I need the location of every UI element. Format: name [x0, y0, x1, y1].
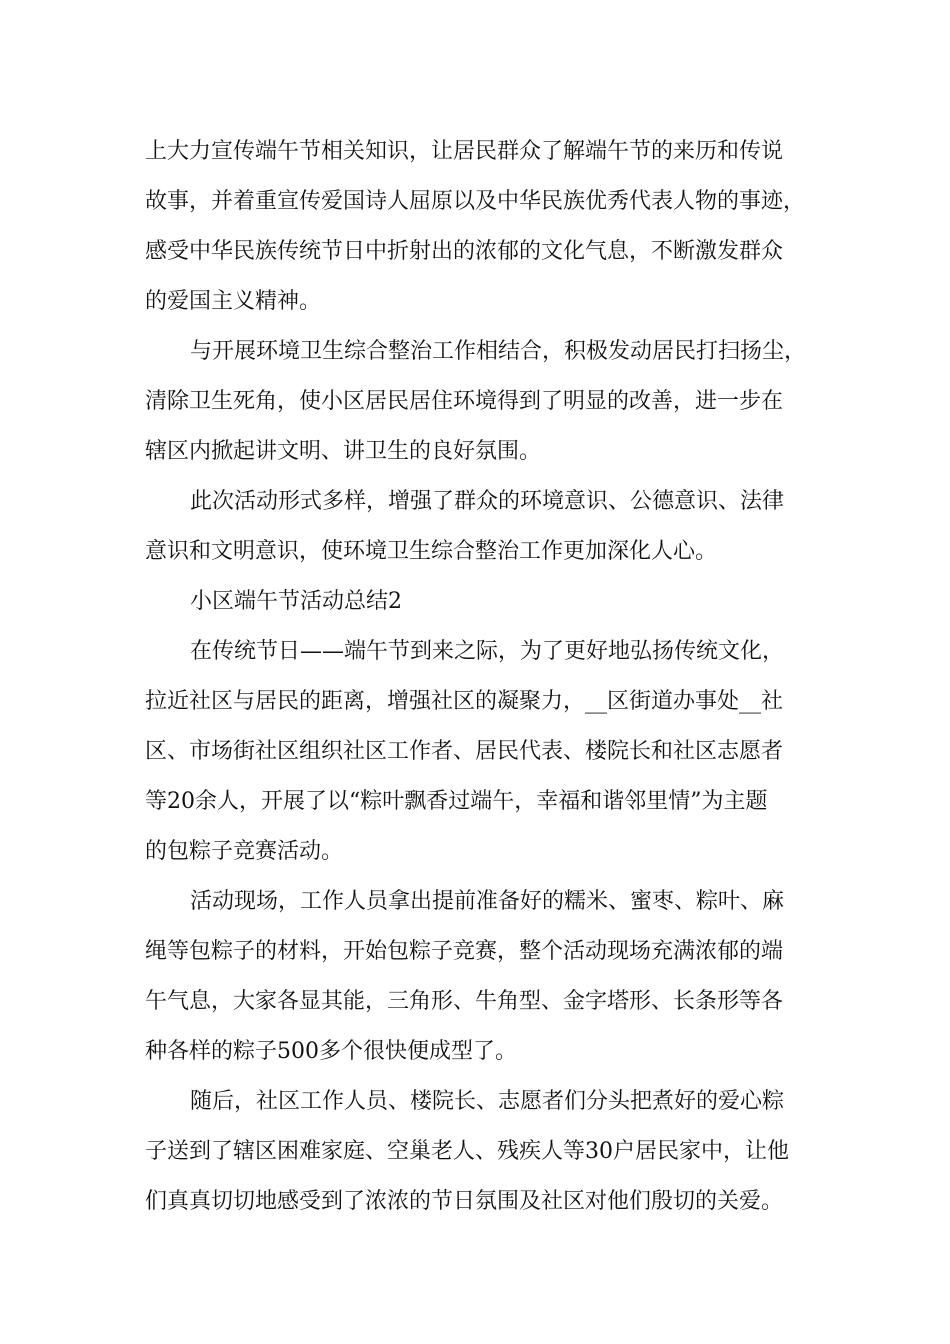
- text-line: 意识和文明意识，使环境卫生综合整治工作更加深化人心。: [145, 539, 718, 564]
- text-line: 在传统节日——端午节到来之际，为了更好地弘扬传统文化，: [190, 639, 785, 664]
- text-line: 的包粽子竞赛活动。: [145, 839, 344, 864]
- text-line: 随后，社区工作人员、楼院长、志愿者们分头把煮好的爱心粽: [190, 1089, 785, 1114]
- text-line: 与开展环境卫生综合整治工作相结合，积极发动居民打扫扬尘，: [190, 339, 807, 364]
- text-line: 故事，并着重宣传爱国诗人屈原以及中华民族优秀代表人物的事迹，: [145, 189, 806, 214]
- text-line: 种各样的粽子500多个很快便成型了。: [145, 1039, 517, 1064]
- text-line: 子送到了辖区困难家庭、空巢老人、残疾人等30户居民家中，让他: [145, 1139, 789, 1164]
- text-line: 们真真切切地感受到了浓浓的节日氛围及社区对他们殷切的关爱。: [145, 1189, 784, 1214]
- text-line: 活动现场，工作人员拿出提前准备好的糯米、蜜枣、粽叶、麻: [190, 889, 785, 914]
- section-heading: 小区端午节活动总结2: [190, 589, 402, 614]
- text-line: 区、市场街社区组织社区工作者、居民代表、楼院长和社区志愿者: [145, 739, 784, 764]
- text-line: 清除卫生死角，使小区居民居住环境得到了明显的改善，进一步在: [145, 389, 784, 414]
- text-line: 午气息，大家各显其能，三角形、牛角型、金字塔形、长条形等各: [145, 989, 784, 1014]
- text-line: 拉近社区与居民的距离，增强社区的凝聚力，__区街道办事处__社: [145, 689, 784, 714]
- text-line: 绳等包粽子的材料，开始包粽子竞赛，整个活动现场充满浓郁的端: [145, 939, 784, 964]
- text-line: 上大力宣传端午节相关知识，让居民群众了解端午节的来历和传说: [145, 139, 784, 164]
- text-line: 的爱国主义精神。: [145, 289, 322, 314]
- text-line: 感受中华民族传统节日中折射出的浓郁的文化气息，不断激发群众: [145, 239, 784, 264]
- text-line: 等20余人，开展了以“粽叶飘香过端午，幸福和谐邻里情”为主题: [145, 789, 768, 814]
- text-line: 此次活动形式多样，增强了群众的环境意识、公德意识、法律: [190, 489, 785, 514]
- text-line: 辖区内掀起讲文明、讲卫生的良好氛围。: [145, 439, 542, 464]
